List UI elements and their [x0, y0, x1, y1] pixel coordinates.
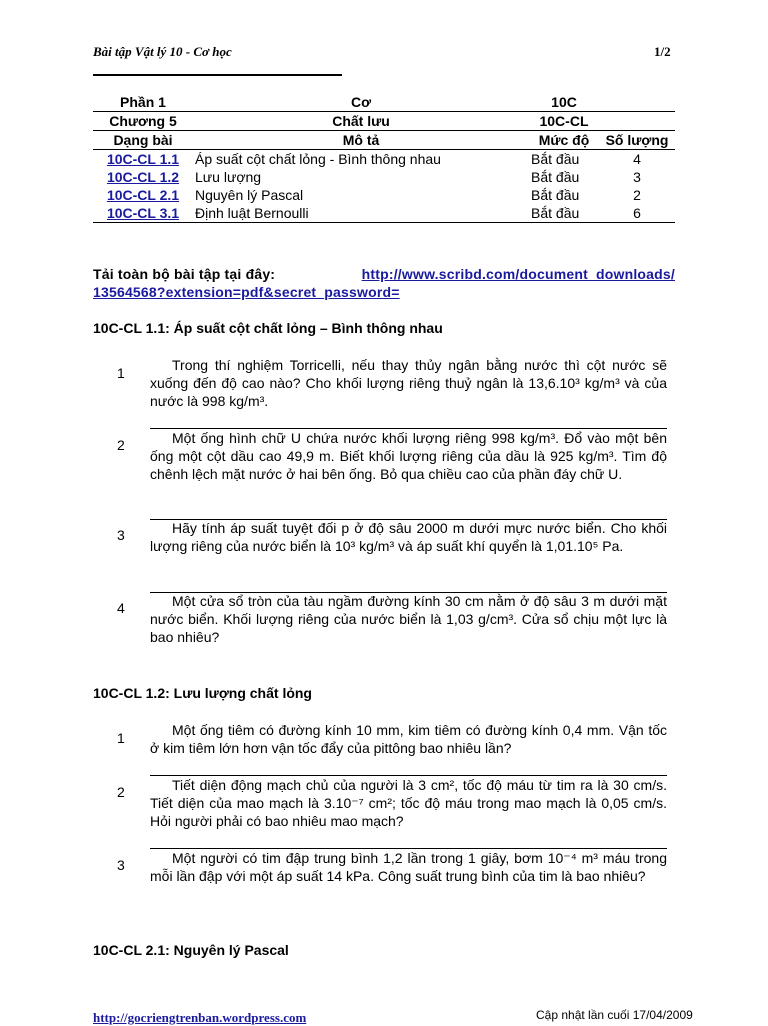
- table-header-row: [93, 131, 675, 150]
- exercise-link[interactable]: 10C-CL 2.1: [106, 187, 180, 203]
- page-number: 1/2: [654, 44, 671, 59]
- column-header: Dạng bài: [93, 131, 193, 150]
- download-link[interactable]: http://www.scribd.com/document_downloads/: [361, 266, 675, 282]
- column-header: Mô tả: [193, 131, 529, 150]
- download-label: Tải toàn bộ bài tập tại đây:: [93, 266, 276, 282]
- column-header: Số lượng: [599, 131, 675, 150]
- exercise-count: 2: [633, 187, 641, 203]
- last-updated: Cập nhật lần cuối 17/04/2009: [536, 1008, 693, 1022]
- header-divider: [93, 74, 342, 76]
- download-paragraph: [93, 265, 675, 301]
- exercise-level: Bắt đầu: [531, 151, 580, 167]
- exercise-count: 4: [633, 151, 641, 167]
- exercise-count: 3: [633, 169, 641, 185]
- table-row: [93, 93, 675, 112]
- table-row: [93, 204, 675, 223]
- chapter-summary-table: [93, 93, 675, 223]
- section-title: 10C-CL 1.1: Áp suất cột chất lỏng – Bình thông nhau: [93, 320, 443, 336]
- chapter-name: Chất lưu: [193, 112, 529, 131]
- exercise-desc: Định luật Bernoulli: [193, 204, 529, 223]
- question-number: 4: [117, 600, 125, 616]
- table-row: [93, 186, 675, 204]
- question-text: Một cửa sổ tròn của tàu ngầm đường kính 30 cm nằm ở độ sâu 3 m dưới mặt nước biển. Khối lượng riêng của nước biển là 1,03 g/cm³. Cửa sổ chịu một lực là bao nhiêu?: [150, 593, 667, 645]
- question-text: Tiết diện động mạch chủ của người là 3 cm², tốc độ máu từ tim ra là 30 cm/s. Tiết diện của mao mạch là 3.10⁻⁷ cm²; tốc độ máu trong mao mạch là 0,05 cm/s. Hỏi người phải có bao nhiêu mao mạch?: [150, 777, 667, 829]
- exercise-level: Bắt đầu: [531, 187, 580, 203]
- exercise-link[interactable]: 10C-CL 1.2: [106, 169, 180, 185]
- question-number: 2: [117, 784, 125, 800]
- section-title: 10C-CL 2.1: Nguyên lý Pascal: [93, 942, 289, 958]
- question-text: Một ống tiêm có đường kính 10 mm, kim tiêm có đường kính 0,4 mm. Vận tốc ở kim tiêm lớn hơn vận tốc đẩy của pittông bao nhiêu lần?: [150, 722, 667, 756]
- exercise-level: Bắt đầu: [531, 169, 580, 185]
- question-text: Một người có tim đập trung bình 1,2 lần trong 1 giây, bơm 10⁻⁴ m³ máu trong mỗi lần đập với một áp suất 14 kPa. Công suất trung bình của tim là bao nhiêu?: [150, 850, 667, 884]
- question-number: 3: [117, 857, 125, 873]
- column-header: Mức độ: [529, 131, 599, 150]
- download-link-continued[interactable]: 13564568?extension=pdf&secret_password=: [93, 284, 400, 300]
- exercise-desc: Lưu lượng: [195, 169, 262, 185]
- exercise-desc: Nguyên lý Pascal: [195, 187, 304, 203]
- part-name: Cơ: [350, 94, 372, 110]
- chapter-code: 10C-CL: [529, 112, 599, 131]
- question-number: 3: [117, 527, 125, 543]
- footer-link[interactable]: http://gocriengtrenban.wordpress.com: [93, 1010, 307, 1025]
- question-text: Hãy tính áp suất tuyệt đối p ở độ sâu 2000 m dưới mực nước biển. Cho khối lượng riêng của nước biển là 10³ kg/m³ và áp suất khí quyển là 1,01.10⁵ Pa.: [150, 520, 667, 554]
- exercise-count: 6: [599, 204, 675, 223]
- part-code: 10C: [551, 94, 577, 110]
- table-row: [93, 112, 675, 131]
- section-title: 10C-CL 1.2: Lưu lượng chất lỏng: [93, 685, 312, 701]
- exercise-desc: Áp suất cột chất lỏng - Bình thông nhau: [195, 151, 441, 167]
- exercise-link[interactable]: 10C-CL 3.1: [106, 205, 180, 221]
- document-header-title: Bài tập Vật lý 10 - Cơ học: [93, 44, 232, 59]
- question-text: Một ống hình chữ U chứa nước khối lượng riêng 998 kg/m³. Đổ vào một bên ống một cột dầu cao 49,9 m. Biết khối lượng riêng của dầu là 925 kg/m³. Tìm độ chênh lệch mặt nước ở hai bên ống. Bỏ qua chiều cao của phần đáy chữ U.: [150, 430, 667, 482]
- exercise-level: Bắt đầu: [529, 204, 599, 223]
- question-number: 2: [117, 437, 125, 453]
- table-row: [93, 150, 675, 169]
- part-label: Phần 1: [120, 94, 166, 110]
- question-text: Trong thí nghiệm Torricelli, nếu thay thủy ngân bằng nước thì cột nước sẽ xuống đến độ cao nào? Cho khối lượng riêng thuỷ ngân là 13,6.10³ kg/m³ và của nước là 998 kg/m³.: [150, 357, 667, 409]
- question-number: 1: [117, 730, 125, 746]
- chapter-label: Chương 5: [93, 112, 193, 131]
- exercise-link[interactable]: 10C-CL 1.1: [106, 151, 180, 167]
- question-number: 1: [117, 365, 125, 381]
- table-row: [93, 168, 675, 186]
